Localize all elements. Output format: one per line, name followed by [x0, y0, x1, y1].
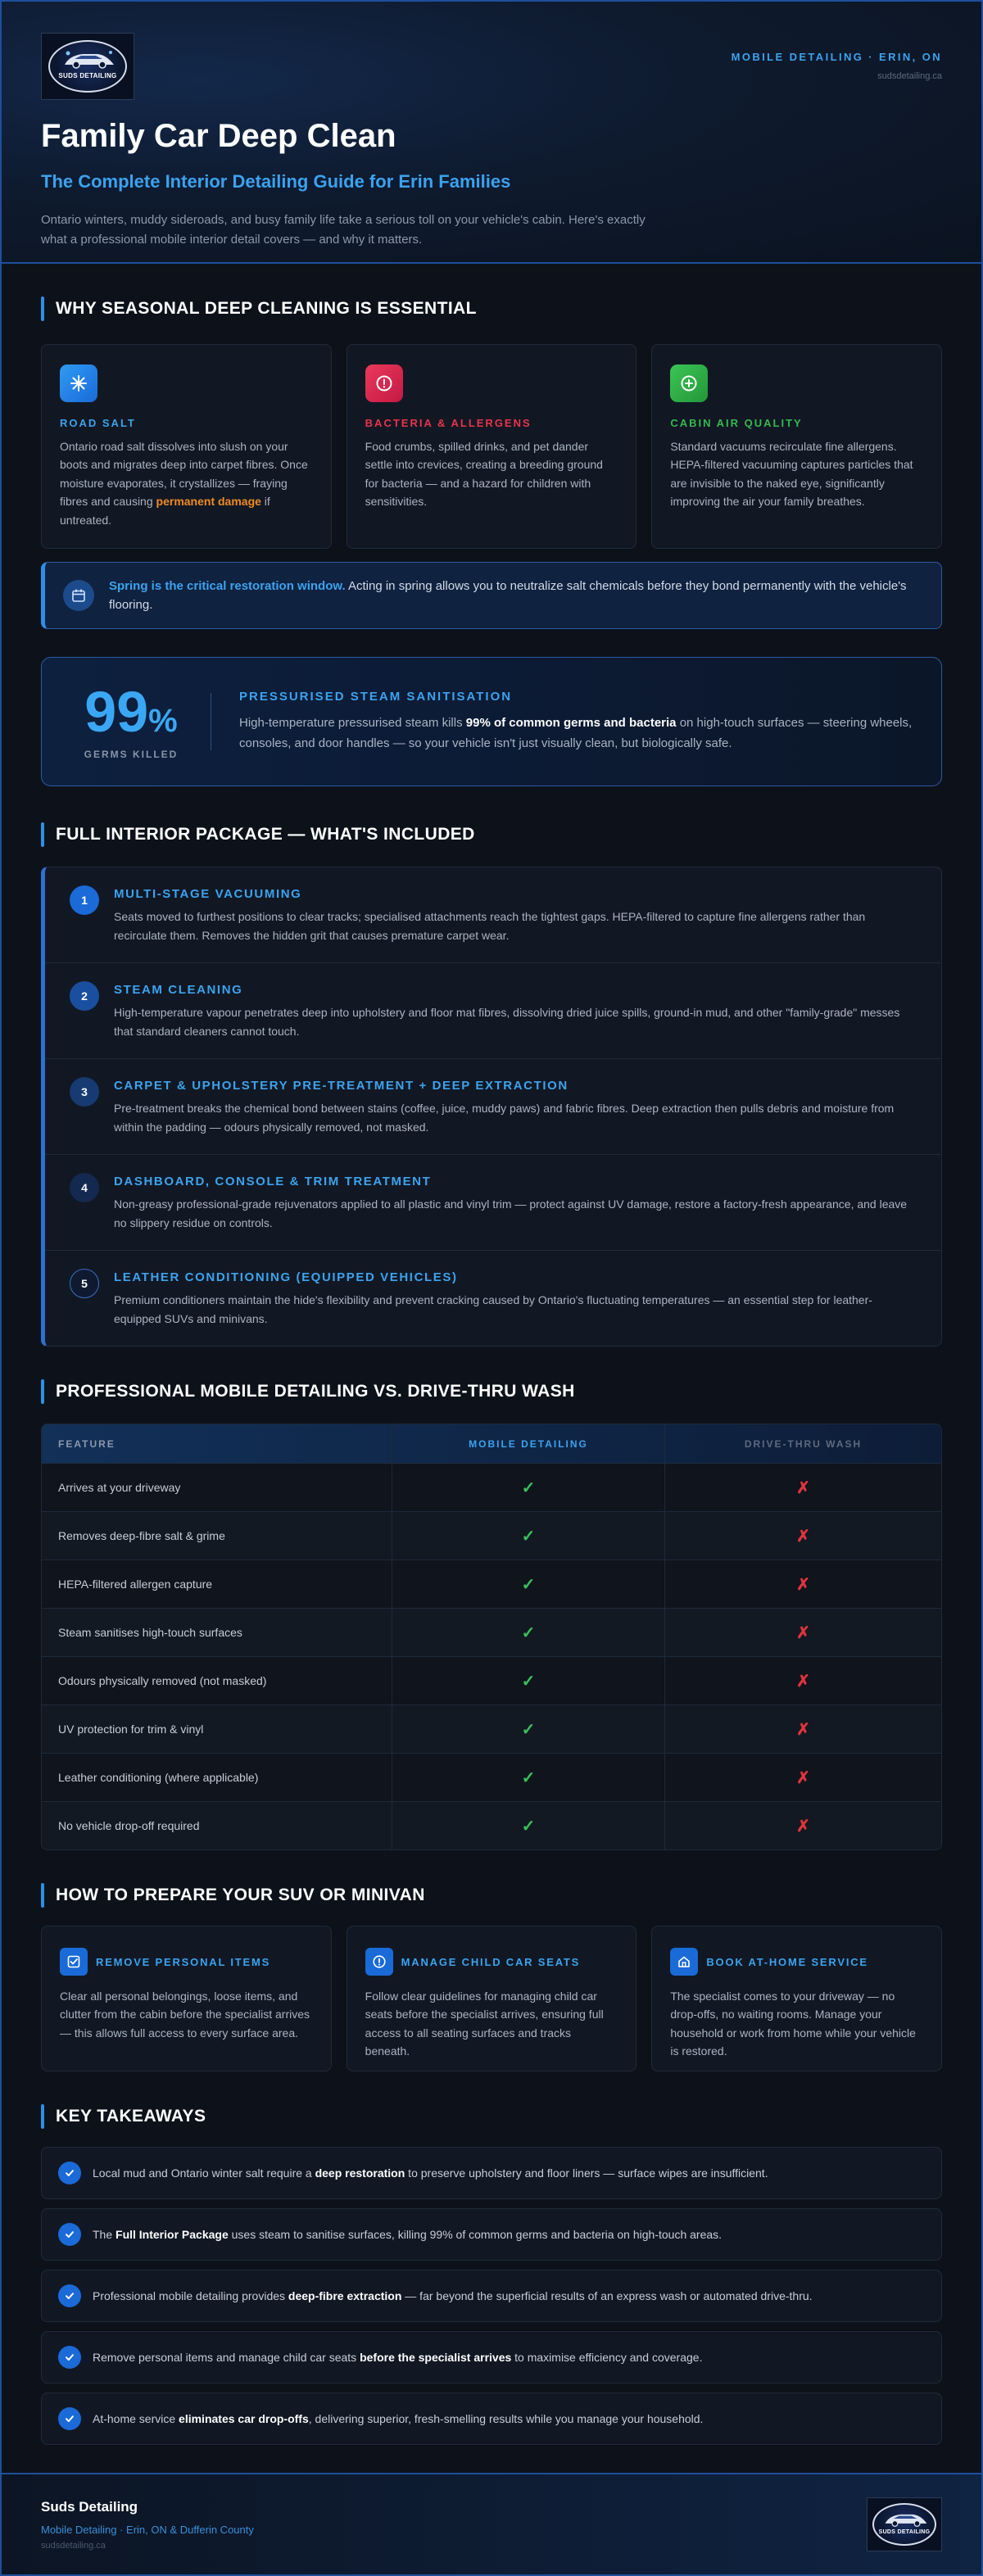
table-row	[42, 1560, 941, 1608]
step-number: 5	[70, 1269, 99, 1298]
drive-thru-cell	[665, 1657, 941, 1705]
card-label: ROAD SALT	[60, 417, 136, 429]
logo	[41, 33, 134, 100]
step-title: MULTI-STAGE VACUUMING	[114, 887, 302, 901]
drive-thru-cell	[665, 1609, 941, 1656]
plus-circle-icon	[670, 364, 708, 402]
check-circle-icon	[58, 2223, 81, 2246]
card-bacteria	[347, 344, 637, 549]
section-accent-bar	[41, 297, 44, 321]
stat-caption: GERMS KILLED	[84, 749, 179, 760]
table-header-row	[42, 1424, 941, 1463]
step-title: STEAM CLEANING	[114, 983, 243, 997]
hero-intro: Ontario winters, muddy sideroads, and busy family life take a serious toll on your vehicle's cabin. Here's exactly what a professional mobile interior detail covers — and why it matters.	[41, 213, 646, 247]
drive-thru-cell	[665, 1754, 941, 1801]
prep-text: Clear all personal belongings, loose items, and clutter from the cabin before the specialist arrives — this allows full access to every surface area.	[60, 1990, 310, 2040]
hero-header	[2, 2, 981, 264]
check-icon: ✓	[521, 1575, 536, 1594]
footer-location: Mobile Detailing · Erin, ON & Dufferin County	[41, 2523, 254, 2536]
hero-tagline: MOBILE DETAILING · ERIN, ON	[731, 51, 942, 63]
package-step	[45, 867, 941, 963]
card-air-quality	[651, 344, 942, 549]
table-row	[42, 1753, 941, 1801]
cross-icon: ✗	[796, 1478, 810, 1497]
prep-text: The specialist comes to your driveway — no drop-offs, no waiting rooms. Manage your household or work from home while your vehicle is restored.	[670, 1990, 916, 2058]
step-number: 2	[70, 981, 99, 1011]
alert-icon	[365, 364, 403, 402]
table-row	[42, 1801, 941, 1849]
stat-text: High-temperature pressurised steam kills 99% of common germs and bacteria on high-touch surfaces — steering wheels, consoles, and door handles — so your vehicle isn't just visually clean, but biologically safe.	[239, 715, 913, 750]
step-title: DASHBOARD, CONSOLE & TRIM TREATMENT	[114, 1175, 432, 1188]
table-body	[42, 1463, 941, 1849]
card-text: Food crumbs, spilled drinks, and pet dander settle into crevices, creating a breeding ground for bacteria — and a hazard for children with sensitivities.	[365, 440, 603, 509]
main-content	[2, 297, 981, 2445]
step-desc: Seats moved to furthest positions to clear tracks; specialised attachments reach the tightest gaps. HEPA-filtered to capture fine allergens rather than recirculate them. Removes the hidden grit that causes premature carpet wear.	[114, 910, 866, 943]
check-icon: ✓	[521, 1768, 536, 1787]
check-icon: ✓	[521, 1672, 536, 1691]
cross-icon: ✗	[796, 1768, 810, 1787]
card-remove-items	[41, 1926, 332, 2071]
takeaway-item	[41, 2147, 942, 2199]
feature-cell: UV protection for trim & vinyl	[42, 1705, 392, 1753]
step-desc: Premium conditioners maintain the hide's flexibility and prevent cracking caused by Ontario's fluctuating temperatures — an essential step for leather-equipped SUVs and minivans.	[114, 1293, 872, 1326]
check-icon: ✓	[521, 1817, 536, 1836]
mobile-cell	[392, 1754, 665, 1801]
table-row	[42, 1463, 941, 1511]
info-icon	[365, 1948, 393, 1976]
check-circle-icon	[58, 2346, 81, 2369]
section-accent-bar	[41, 2104, 44, 2129]
mobile-cell	[392, 1560, 665, 1608]
takeaway-text: The Full Interior Package uses steam to sanitise surfaces, killing 99% of common germs and bacteria on high-touch areas.	[93, 2228, 723, 2241]
card-book-service	[651, 1926, 942, 2071]
table-row	[42, 1511, 941, 1560]
takeaway-text: Professional mobile detailing provides deep-fibre extraction — far beyond the superficial results of an express wash or automated drive-thru.	[93, 2289, 813, 2302]
table-row	[42, 1705, 941, 1753]
drive-thru-cell	[665, 1560, 941, 1608]
cross-icon: ✗	[796, 1817, 810, 1836]
section-title-text: FULL INTERIOR PACKAGE — WHAT'S INCLUDED	[56, 825, 475, 844]
section-accent-bar	[41, 1379, 44, 1404]
mobile-cell	[392, 1464, 665, 1511]
footer-logo	[867, 2497, 942, 2551]
steam-stat-box	[41, 657, 942, 786]
spring-callout	[41, 562, 942, 629]
mobile-cell	[392, 1802, 665, 1849]
package-step	[45, 1059, 941, 1155]
cross-icon: ✗	[796, 1623, 810, 1642]
stat-description	[239, 690, 913, 754]
package-step	[45, 1251, 941, 1346]
takeaways-list	[41, 2147, 942, 2445]
stat-number: 99%	[84, 680, 178, 744]
callout-text: Spring is the critical restoration window. Acting in spring allows you to neutralize salt chemicals before they bond permanently with the vehicle's flooring.	[109, 578, 907, 612]
prep-label: BOOK AT-HOME SERVICE	[706, 1955, 868, 1968]
home-icon	[670, 1948, 698, 1976]
logo-badge	[872, 2503, 936, 2546]
logo-text: SUDS DETAILING	[878, 2529, 931, 2535]
feature-cell: Removes deep-fibre salt & grime	[42, 1512, 392, 1560]
highlight-text: permanent damage	[156, 495, 261, 509]
column-header-feature: FEATURE	[42, 1424, 392, 1463]
prep-text: Follow clear guidelines for managing child car seats before the specialist arrives, ensuring full access to all seating surfaces and tracks beneath.	[365, 1990, 604, 2058]
prepare-cards	[41, 1926, 942, 2071]
hero-meta	[732, 51, 942, 81]
section-title-prepare	[41, 1883, 942, 1908]
prep-label: MANAGE CHILD CAR SEATS	[401, 1955, 581, 1968]
feature-cell: Leather conditioning (where applicable)	[42, 1754, 392, 1801]
hero-site: sudsdetailing.ca	[877, 71, 942, 81]
stat-figure	[70, 680, 193, 760]
check-icon: ✓	[521, 1720, 536, 1739]
drive-thru-cell	[665, 1512, 941, 1560]
column-header-drive-thru: DRIVE-THRU WASH	[744, 1437, 863, 1450]
card-child-seats	[347, 1926, 637, 2071]
takeaway-item	[41, 2331, 942, 2384]
step-title: LEATHER CONDITIONING (EQUIPPED VEHICLES)	[114, 1270, 458, 1284]
section-accent-bar	[41, 822, 44, 847]
page-title: Family Car Deep Clean	[41, 118, 396, 154]
cross-icon: ✗	[796, 1720, 810, 1739]
step-title: CARPET & UPHOLSTERY PRE-TREATMENT + DEEP EXTRACTION	[114, 1079, 569, 1093]
check-icon: ✓	[521, 1623, 536, 1642]
feature-cell: Arrives at your driveway	[42, 1464, 392, 1511]
page-footer	[2, 2473, 981, 2574]
cross-icon: ✗	[796, 1672, 810, 1691]
step-desc: High-temperature vapour penetrates deep into upholstery and floor mat fibres, dissolving dried juice spills, ground-in mud, and other "family-grade" messes that standard cleaners cannot touch.	[114, 1006, 900, 1039]
check-circle-icon	[58, 2407, 81, 2430]
mobile-cell	[392, 1657, 665, 1705]
card-text: Standard vacuums recirculate fine allergens. HEPA-filtered vacuuming captures particles that are invisible to the naked eye, significantly improving the air your family breathes.	[670, 440, 913, 509]
takeaway-text: Local mud and Ontario winter salt require a deep restoration to preserve upholstery and floor liners — surface wipes are insufficient.	[93, 2166, 768, 2180]
feature-cell: Steam sanitises high-touch surfaces	[42, 1609, 392, 1656]
footer-brand: Suds Detailing	[41, 2498, 138, 2515]
seasonal-cards	[41, 344, 942, 549]
car-logo-icon	[882, 2510, 930, 2528]
section-title-text: KEY TAKEAWAYS	[56, 2107, 206, 2126]
package-steps	[41, 867, 942, 1347]
mobile-cell	[392, 1609, 665, 1656]
card-text: Ontario road salt dissolves into slush on your boots and migrates deep into carpet fibres. Once moisture evaporates, it crystallizes — fraying fibres and causing permanent damage if untreated.	[60, 440, 308, 527]
table-row	[42, 1608, 941, 1656]
check-icon: ✓	[521, 1478, 536, 1497]
calendar-icon	[63, 580, 94, 611]
section-title-text: PROFESSIONAL MOBILE DETAILING VS. DRIVE-THRU WASH	[56, 1382, 575, 1401]
snowflake-icon	[60, 364, 97, 402]
car-logo-icon	[61, 48, 117, 70]
prep-label: REMOVE PERSONAL ITEMS	[96, 1955, 271, 1968]
section-title-text: WHY SEASONAL DEEP CLEANING IS ESSENTIAL	[56, 299, 477, 318]
footer-info	[41, 2499, 254, 2551]
section-title-package	[41, 822, 942, 847]
section-title-text: HOW TO PREPARE YOUR SUV OR MINIVAN	[56, 1886, 425, 1904]
step-number: 4	[70, 1173, 99, 1202]
logo-text: SUDS DETAILING	[58, 72, 117, 79]
mobile-cell	[392, 1512, 665, 1560]
feature-cell: No vehicle drop-off required	[42, 1802, 392, 1849]
feature-cell: HEPA-filtered allergen capture	[42, 1560, 392, 1608]
check-circle-icon	[58, 2162, 81, 2184]
card-label: CABIN AIR QUALITY	[670, 417, 803, 429]
section-accent-bar	[41, 1883, 44, 1908]
cross-icon: ✗	[796, 1527, 810, 1546]
package-step	[45, 1155, 941, 1251]
drive-thru-cell	[665, 1802, 941, 1849]
page-subtitle: The Complete Interior Detailing Guide for Erin Families	[41, 171, 511, 192]
drive-thru-cell	[665, 1464, 941, 1511]
takeaway-item	[41, 2208, 942, 2261]
section-title-takeaways	[41, 2104, 942, 2129]
logo-badge	[48, 40, 127, 93]
step-number: 3	[70, 1077, 99, 1107]
section-title-seasonal	[41, 297, 942, 321]
card-label: BACTERIA & ALLERGENS	[365, 417, 532, 429]
mobile-cell	[392, 1705, 665, 1753]
card-road-salt	[41, 344, 332, 549]
takeaway-text: Remove personal items and manage child car seats before the specialist arrives to maximise efficiency and coverage.	[93, 2351, 703, 2364]
stat-title: PRESSURISED STEAM SANITISATION	[239, 689, 513, 704]
takeaway-text: At-home service eliminates car drop-offs, delivering superior, fresh-smelling results while you manage your household.	[93, 2412, 704, 2425]
cross-icon: ✗	[796, 1575, 810, 1594]
package-step	[45, 963, 941, 1059]
check-icon: ✓	[521, 1527, 536, 1546]
feature-cell: Odours physically removed (not masked)	[42, 1657, 392, 1705]
takeaway-item	[41, 2393, 942, 2445]
column-header-mobile: MOBILE DETAILING	[392, 1424, 665, 1463]
comparison-table	[41, 1424, 942, 1850]
drive-thru-cell	[665, 1705, 941, 1753]
takeaway-item	[41, 2270, 942, 2322]
step-desc: Pre-treatment breaks the chemical bond between stains (coffee, juice, muddy paws) and fabric fibres. Deep extraction then pulls debris and moisture from within the padding — odours physically removed, not masked.	[114, 1102, 895, 1134]
section-title-comparison	[41, 1379, 942, 1404]
table-row	[42, 1656, 941, 1705]
check-circle-icon	[58, 2284, 81, 2307]
footer-site: sudsdetailing.ca	[41, 2540, 106, 2551]
step-desc: Non-greasy professional-grade rejuvenators applied to all plastic and vinyl trim — protect against UV damage, restore a factory-fresh appearance, and leave no slippery residue on controls.	[114, 1197, 908, 1230]
checkbox-icon	[60, 1948, 88, 1976]
step-number: 1	[70, 885, 99, 915]
